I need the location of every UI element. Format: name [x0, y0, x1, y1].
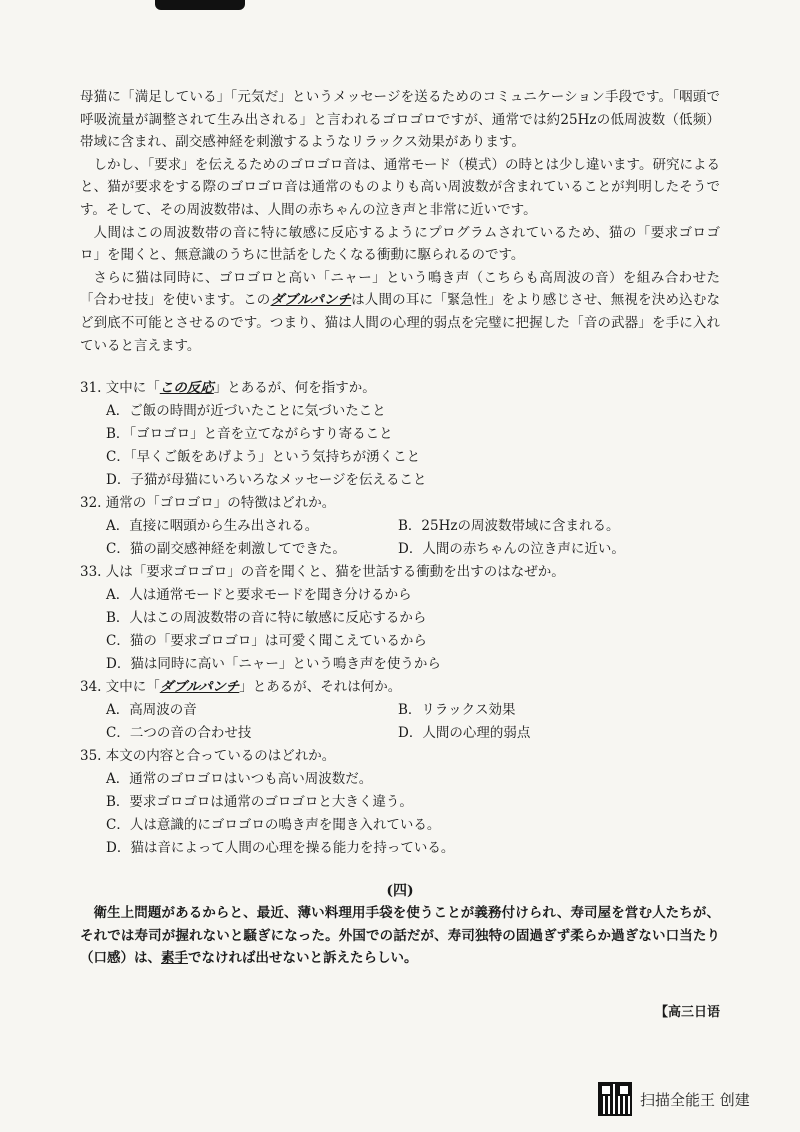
option-row — [106, 722, 720, 745]
option-list — [80, 400, 720, 492]
paragraph-text: でなければ出せないと訴えたらしい。 — [188, 950, 418, 967]
option-c[interactable]: C．「早くご飯をあげよう」という気持ちが湧くこと — [106, 449, 421, 466]
option-d[interactable]: D．人間の心理的弱点 — [398, 725, 531, 742]
option-a[interactable]: A．高周波の音 — [106, 702, 197, 719]
option-c[interactable]: C．猫の「要求ゴロゴロ」は可愛く聞こえているから — [106, 633, 427, 650]
question-list — [80, 377, 720, 860]
scan-edge-mark — [155, 0, 245, 10]
question-31 — [80, 377, 720, 492]
question-stem — [80, 377, 720, 400]
option-list — [80, 584, 720, 676]
passage-paragraph-1: 母猫に「満足している」「元気だ」というメッセージを送るためのコミュニケーション手段です。「咽頭で呼吸流量が調整されて生み出される」と言われるゴロゴロですが、通常では約25Hzの低周波数（低频）帯域に含まれ、副交感神経を刺激するようなリラックス効果があります。 — [80, 89, 720, 151]
option-b[interactable]: B．25Hzの周波数帯域に含まれる。 — [398, 518, 620, 535]
option-row — [106, 515, 720, 538]
watermark-text: 扫描全能王 创建 — [640, 1090, 750, 1109]
paragraph-text: 衛生上問題があるからと、最近、薄い料理用手袋を使うことが義務付けられ、寿司屋を営む人たちが、それでは寿司が握れないと騒ぎになった。外国での話だが、寿司独特の固過ぎず柔らか過ぎない口当たり（口感）は、 — [80, 905, 720, 967]
qr-code-icon — [598, 1082, 632, 1116]
passage-paragraph-2: しかし、「要求」を伝えるためのゴロゴロ音は、通常モード（模式）の時とは少し違います。研究によると、猫が要求をする際のゴロゴロ音は通常のものよりも高い周波数が含まれていることが判明したそうです。そして、その周波数帯は、人間の赤ちゃんの泣き声と非常に近いです。 — [80, 156, 720, 218]
section-title: (四) — [386, 883, 414, 900]
option-list — [80, 699, 720, 745]
question-35 — [80, 745, 720, 860]
question-32 — [80, 492, 720, 561]
stem-text: 31. 文中に「 — [80, 380, 160, 397]
section-4-passage — [80, 902, 720, 970]
option-a[interactable]: A．ご飯の時間が近づいたことに気づいたこと — [106, 403, 386, 420]
section-4-paragraph — [80, 902, 720, 970]
option-c[interactable]: C．二つの音の合わせ技 — [106, 725, 252, 742]
option-c[interactable]: C．猫の副交感神経を刺激してできた。 — [106, 541, 346, 558]
question-stem: 35. 本文の内容と合っているのはどれか。 — [80, 748, 336, 765]
paragraph-text: は人間の耳に「緊急性」をより感じさせ、無視を決め込むなど到底不可能とさせるのです。つまり、猫は人間の心理的弱点を完璧に把握した「音の武器」を手に入れていると言えます。 — [80, 292, 720, 354]
option-b[interactable]: B．「ゴロゴロ」と音を立てながらすり寄ること — [106, 426, 393, 443]
option-d[interactable]: D．子猫が母猫にいろいろなメッセージを伝えること — [106, 472, 427, 489]
passage-paragraph-3: 人間はこの周波数帯の音に特に敏感に反応するようにプログラムされているため、猫の「要求ゴロゴロ」を聞くと、無意識のうちに世話をしたくなる衝動に駆られるのです。 — [80, 224, 720, 264]
option-d[interactable]: D．人間の赤ちゃんの泣き声に近い。 — [398, 541, 625, 558]
option-a[interactable]: A．通常のゴロゴロはいつも高い周波数だ。 — [106, 771, 373, 788]
option-list — [80, 768, 720, 860]
option-row — [106, 699, 720, 722]
paragraph-text: さらに猫は同時に、ゴロゴロと高い「ニャー」という鳴き声（こちらも高周波の音）を組み合わせた「合わせ技」を使います。この — [80, 269, 720, 309]
document-page — [80, 86, 720, 970]
stem-text: 」とあるが、何を指すか。 — [213, 380, 376, 397]
option-row — [106, 538, 720, 561]
underlined-phrase: 素手 — [161, 950, 188, 967]
exam-footer-label: 【高三日语 — [654, 1005, 720, 1020]
reading-passage — [80, 86, 720, 357]
option-d[interactable]: D．猫は音によって人間の心理を操る能力を持っている。 — [106, 840, 455, 857]
question-33 — [80, 561, 720, 676]
underlined-phrase: ダブルパンチ — [270, 292, 352, 309]
underlined-phrase: ダブルパンチ — [159, 679, 240, 696]
stem-text: 」とあるが、それは何か。 — [239, 679, 402, 696]
option-d[interactable]: D．猫は同時に高い「ニャー」という鳴き声を使うから — [106, 656, 441, 673]
question-stem — [80, 676, 720, 699]
option-a[interactable]: A．人は通常モードと要求モードを聞き分けるから — [106, 587, 412, 604]
question-stem: 32. 通常の「ゴロゴロ」の特徴はどれか。 — [80, 495, 336, 512]
question-34 — [80, 676, 720, 745]
stem-text: 34. 文中に「 — [80, 679, 160, 696]
option-c[interactable]: C．人は意識的にゴロゴロの鳴き声を聞き入れている。 — [106, 817, 441, 834]
scanner-watermark — [598, 1082, 750, 1116]
option-a[interactable]: A．直接に咽頭から生み出される。 — [106, 518, 319, 535]
underlined-phrase: この反応 — [159, 380, 214, 397]
option-b[interactable]: B．人はこの周波数帯の音に特に敏感に反応するから — [106, 610, 427, 627]
question-stem: 33. 人は「要求ゴロゴロ」の音を聞くと、猫を世話する衝動を出すのはなぜか。 — [80, 564, 565, 581]
passage-paragraph-4 — [80, 267, 720, 357]
option-b[interactable]: B．要求ゴロゴロは通常のゴロゴロと大きく違う。 — [106, 794, 413, 811]
option-list — [80, 515, 720, 561]
option-b[interactable]: B．リラックス効果 — [398, 702, 516, 719]
